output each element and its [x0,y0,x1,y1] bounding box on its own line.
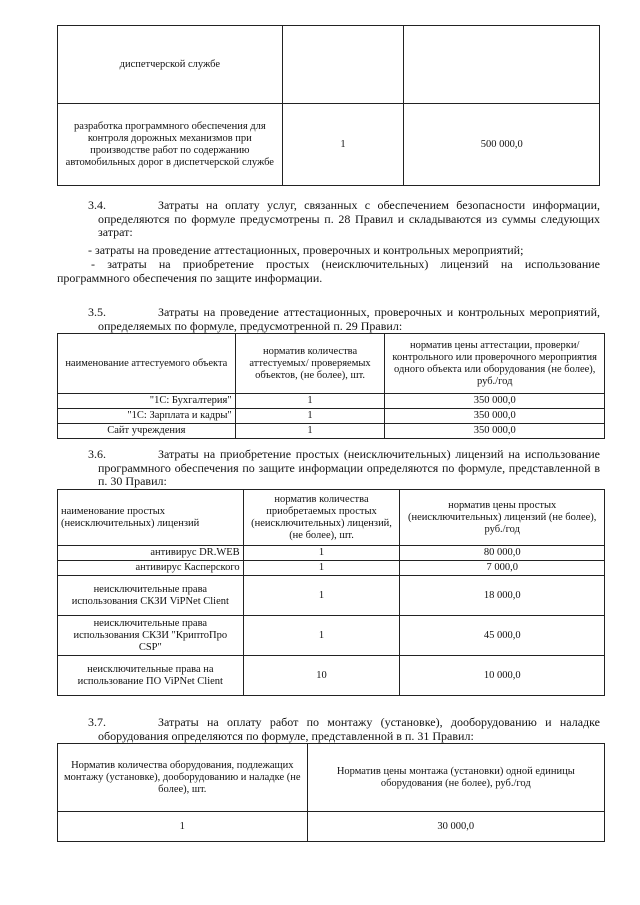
table-cell: 1 [235,424,385,439]
list-item: - затраты на проведение аттестационных, проверочных и контрольных мероприятий; [88,243,524,257]
table-cell [404,26,600,104]
table-cell: 1 [243,616,400,656]
table-cell: 1 [58,812,308,842]
table-cell: 45 000,0 [400,616,605,656]
section-number: 3.4. [88,198,106,212]
section-paragraph: Затраты на оплату работ по монтажу (установке), дооборудованию и наладке оборудования определяются по формуле, представленной в п. 31 Правил: [98,715,600,743]
license-table [57,489,605,696]
table-header-cell: норматив цены простых (неисключительных) лицензий (не более), руб./год [400,490,605,546]
table-row [58,576,605,616]
list-item: - затраты на приобретение простых (неисключительных) лицензий на использование программного обеспечения по защите информации. [57,257,600,285]
table-cell: 1 [243,546,400,561]
table-cell: антивирус Касперского [58,561,244,576]
table-header-row [58,334,605,394]
table-cell: 350 000,0 [385,409,605,424]
table-row [58,561,605,576]
table-cell: 1 [282,104,404,186]
table-cell: диспетчерской службе [58,26,283,104]
table-header-row [58,490,605,546]
section-paragraph: Затраты на приобретение простых (неисключительных) лицензий на использование программного обеспечения по защите информации определяются по формуле, представленной в п. 30 Правил: [98,447,600,488]
table-cell: "1С: Зарплата и кадры" [58,409,236,424]
table-row [58,424,605,439]
table-cell: 500 000,0 [404,104,600,186]
table-row [58,616,605,656]
table-cell: 1 [243,561,400,576]
software-cost-table [57,25,600,186]
table-row [58,812,605,842]
table-header-cell: наименование аттестуемого объекта [58,334,236,394]
table-cell: 30 000,0 [307,812,604,842]
table-cell: 10 [243,656,400,696]
section-number: 3.5. [88,305,106,319]
table-cell: неисключительные права использования СКЗИ "КриптоПро CSP" [58,616,244,656]
table-cell: 1 [235,409,385,424]
table-header-cell: наименование простых (неисключительных) лицензий [58,490,244,546]
table-cell: "1С: Бухгалтерия" [58,394,236,409]
table-cell: 18 000,0 [400,576,605,616]
table-cell: 1 [235,394,385,409]
section-paragraph: Затраты на оплату услуг, связанных с обеспечением безопасности информации, определяются по формуле предусмотрены п. 28 Правил и складываются из суммы следующих затрат: [98,198,600,239]
attestation-table [57,333,605,439]
table-header-row [58,744,605,812]
table-cell: антивирус DR.WEB [58,546,244,561]
table-row [58,104,600,186]
table-header-cell: Норматив цены монтажа (установки) одной единицы оборудования (не более), руб./год [307,744,604,812]
table-cell: неисключительные права на использование ПО ViPNet Client [58,656,244,696]
table-cell: 350 000,0 [385,424,605,439]
table-cell: 7 000,0 [400,561,605,576]
table-row [58,656,605,696]
table-header-cell: норматив количества аттестуемых/ проверяемых объектов, (не более), шт. [235,334,385,394]
table-cell: 80 000,0 [400,546,605,561]
section-number: 3.6. [88,447,106,461]
table-row [58,26,600,104]
table-row [58,409,605,424]
table-cell: 10 000,0 [400,656,605,696]
section-paragraph: Затраты на проведение аттестационных, проверочных и контрольных мероприятий, определяемых по формуле, предусмотренной п. 29 Правил: [98,305,600,333]
table-header-cell: норматив количества приобретаемых простых (неисключительных) лицензий, (не более), шт. [243,490,400,546]
section-number: 3.7. [88,715,106,729]
table-cell: неисключительные права использования СКЗИ ViPNet Client [58,576,244,616]
table-header-cell: Норматив количества оборудования, подлежащих монтажу (установке), дооборудованию и наладке (не более), шт. [58,744,308,812]
table-cell: разработка программного обеспечения для контроля дорожных механизмов при производстве работ по содержанию автомобильных дорог в диспетчерской службе [58,104,283,186]
table-cell [282,26,404,104]
table-cell: 350 000,0 [385,394,605,409]
installation-table [57,743,605,842]
table-cell: 1 [243,576,400,616]
table-cell: Сайт учреждения [58,424,236,439]
table-header-cell: норматив цены аттестации, проверки/ контрольного или проверочного мероприятия одного объекта или оборудования (не более), руб./год [385,334,605,394]
table-row [58,546,605,561]
table-row [58,394,605,409]
